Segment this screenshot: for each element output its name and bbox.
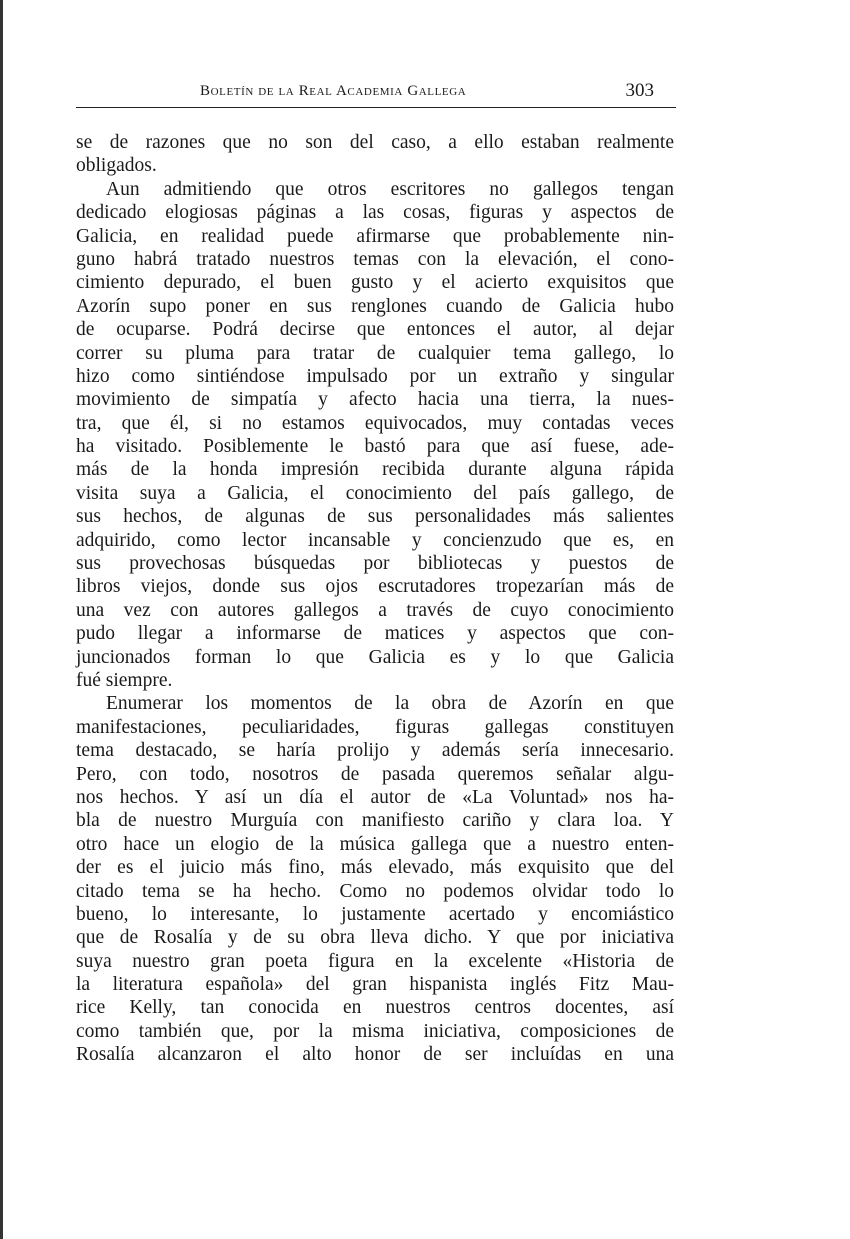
- text-line: una vez con autores gallegos a través de cuyo conocimiento: [76, 599, 674, 621]
- text-line: sus provechosas búsquedas por bibliotecas y puestos de: [76, 553, 674, 575]
- paragraph: [76, 692, 674, 1066]
- text-line: movimiento de simpatía y afecto hacia una tierra, la nues-: [76, 389, 674, 411]
- text-line: tra, que él, si no estamos equivocados, muy contadas veces: [76, 412, 674, 434]
- text-line: hizo como sintiéndose impulsado por un extraño y singular: [76, 365, 674, 387]
- text-line: obligados.: [76, 155, 157, 177]
- text-line: nos hechos. Y así un día el autor de «La Voluntad» nos ha-: [76, 786, 674, 808]
- text-line: rice Kelly, tan conocida en nuestros centros docentes, así: [76, 997, 674, 1019]
- text-line: otro hace un elogio de la música gallega que a nuestro enten-: [76, 833, 674, 855]
- text-line: pudo llegar a informarse de matices y aspectos que con-: [76, 623, 674, 645]
- text-line: sus hechos, de algunas de sus personalidades más salientes: [76, 506, 674, 528]
- scan-edge: [0, 0, 3, 1239]
- text-line: libros viejos, donde sus ojos escrutadores tropezarían más de: [76, 576, 674, 598]
- text-line: Enumerar los momentos de la obra de Azorín en que: [106, 693, 674, 715]
- text-line: citado tema se ha hecho. Como no podemos olvidar todo lo: [76, 880, 674, 902]
- text-line: der es el juicio más fino, más elevado, más exquisito que del: [76, 857, 674, 879]
- text-line: más de la honda impresión recibida durante alguna rápida: [76, 459, 674, 481]
- text-line: Pero, con todo, nosotros de pasada queremos señalar algu-: [76, 763, 674, 785]
- text-line: visita suya a Galicia, el conocimiento del país gallego, de: [76, 482, 674, 504]
- paragraph: [76, 178, 674, 693]
- text-line: Aun admitiendo que otros escritores no gallegos tengan: [106, 178, 674, 200]
- running-title: Boletín de la Real Academia Gallega: [200, 83, 467, 99]
- text-line: Rosalía alcanzaron el alto honor de ser incluídas en una: [76, 1044, 674, 1066]
- text-line: que de Rosalía y de su obra lleva dicho. Y que por iniciativa: [76, 927, 674, 949]
- text-line: como también que, por la misma iniciativa, composiciones de: [76, 1020, 674, 1042]
- text-line: bla de nuestro Murguía con manifiesto cariño y clara loa. Y: [76, 810, 674, 832]
- text-line: la literatura española» del gran hispanista inglés Fitz Mau-: [76, 974, 674, 996]
- text-line: cimiento depurado, el buen gusto y el acierto exquisitos que: [76, 272, 674, 294]
- text-line: Azorín supo poner en sus renglones cuando de Galicia hubo: [76, 295, 674, 317]
- text-line: se de razones que no son del caso, a ello estaban realmente: [76, 132, 674, 153]
- text-line: tema destacado, se haría prolijo y además sería innecesario.: [76, 740, 674, 762]
- text-line: guno habrá tratado nuestros temas con la elevación, el cono-: [76, 248, 674, 270]
- text-line: fué siempre.: [76, 669, 173, 691]
- header-rule: [76, 107, 676, 108]
- body-text: [76, 131, 674, 1067]
- text-line: suya nuestro gran poeta figura en la excelente «Historia de: [76, 950, 674, 972]
- text-line: Galicia, en realidad puede afirmarse que probablemente nin-: [76, 225, 674, 247]
- text-line: dedicado elogiosas páginas a las cosas, figuras y aspectos de: [76, 202, 674, 224]
- text-line: ha visitado. Posiblemente le bastó para que así fuese, ade-: [76, 436, 674, 458]
- text-line: manifestaciones, peculiaridades, figuras gallegas constituyen: [76, 716, 674, 738]
- text-line: correr su pluma para tratar de cualquier tema gallego, lo: [76, 342, 674, 364]
- text-line: de ocuparse. Podrá decirse que entonces el autor, al dejar: [76, 319, 674, 341]
- paragraph: [76, 131, 674, 178]
- page-header: [76, 80, 676, 104]
- text-line: juncionados forman lo que Galicia es y lo que Galicia: [76, 646, 674, 668]
- page-number: 303: [625, 80, 654, 101]
- text-line: adquirido, como lector incansable y concienzudo que es, en: [76, 529, 674, 551]
- text-line: bueno, lo interesante, lo justamente acertado y encomiástico: [76, 903, 674, 925]
